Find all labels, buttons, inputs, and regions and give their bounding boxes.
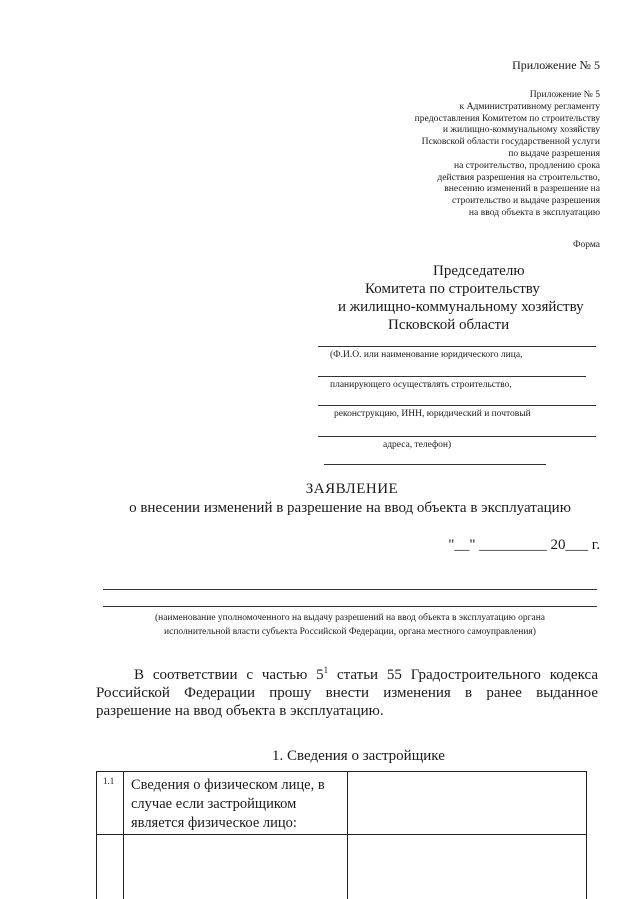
- appendix-line: по выдаче разрешения: [508, 147, 600, 159]
- addressee-line: Псковской области: [388, 317, 510, 333]
- appendix-line: на ввод объекта в эксплуатацию: [468, 206, 600, 218]
- appendix-line: Псковской области государственной услуги: [421, 136, 600, 148]
- document-title: ЗАЯВЛЕНИЕ: [305, 481, 399, 497]
- addressee-line: Комитета по строительству: [365, 281, 540, 297]
- organ-hint: [110, 611, 590, 639]
- applicant-fill-line[interactable]: [318, 346, 596, 347]
- appendix-line: внесению изменений в разрешение на: [444, 183, 600, 195]
- form-label: Форма: [572, 240, 600, 250]
- row-label: Сведения о физическом лице, в случае если застройщиком является физическое лицо:: [131, 777, 325, 831]
- appendix-line: и жилищно-коммунальному хозяйству: [442, 124, 600, 136]
- section-title: 1. Сведения о застройщике: [272, 748, 445, 764]
- applicant-hint: реконструкцию, ИНН, юридический и почтовый: [334, 409, 531, 419]
- row-number: 1.1: [103, 776, 115, 786]
- applicant-fill-line[interactable]: [324, 464, 546, 465]
- applicant-hint: планирующего осуществлять строительство,: [330, 380, 512, 390]
- appendix-line: предоставления Комитетом по строительству: [414, 112, 600, 124]
- table-divider: [123, 772, 124, 899]
- appendix-line: действия разрешения на строительство,: [437, 171, 600, 183]
- date-field[interactable]: "__" _________ 20___ г.: [448, 537, 600, 553]
- paragraph-line: разрешение на ввод объекта в эксплуатацию.: [96, 703, 384, 719]
- request-paragraph: [96, 661, 598, 720]
- appendix-line: на строительство, продлению срока: [453, 159, 600, 171]
- paragraph-line: Российской Федерации прошу внести изменения в ранее выданное: [96, 685, 598, 701]
- addressee-line: и жилищно-коммунальному хозяйству: [338, 299, 584, 315]
- appendix-line: к Административному регламенту: [459, 100, 600, 112]
- addressee-line: Председателю: [433, 263, 525, 279]
- appendix-line: строительство и выдаче разрешения: [452, 195, 600, 207]
- applicant-hint: (Ф.И.О. или наименование юридического лица,: [330, 350, 523, 360]
- appendix-reference: [360, 89, 600, 219]
- applicant-hint: адреса, телефон): [383, 440, 452, 450]
- addressee-block: [300, 262, 620, 334]
- applicant-fill-line[interactable]: [318, 376, 586, 377]
- organ-hint-line: (наименование уполномоченного на выдачу разрешений на ввод объекта в эксплуатацию органа: [154, 613, 546, 623]
- applicant-fill-line[interactable]: [318, 405, 596, 406]
- table-row-divider: [97, 834, 586, 835]
- appendix-line: Приложение № 5: [529, 89, 600, 100]
- organ-hint-line: исполнительной власти субъекта Российской Федерации, органа местного самоуправления): [164, 627, 536, 637]
- document-subtitle: о внесении изменений в разрешение на ввод объекта в эксплуатацию: [129, 500, 571, 516]
- organ-fill-line[interactable]: [103, 589, 597, 590]
- developer-info-table: [96, 771, 587, 899]
- row-value-field[interactable]: [348, 772, 586, 834]
- paragraph-line: В соответствии с частью $5^1$ статьи 55 Градостроительного кодекса: [134, 665, 598, 683]
- appendix-title: Приложение № 5: [512, 58, 600, 72]
- applicant-fill-line[interactable]: [318, 436, 596, 437]
- organ-fill-line[interactable]: [103, 606, 597, 607]
